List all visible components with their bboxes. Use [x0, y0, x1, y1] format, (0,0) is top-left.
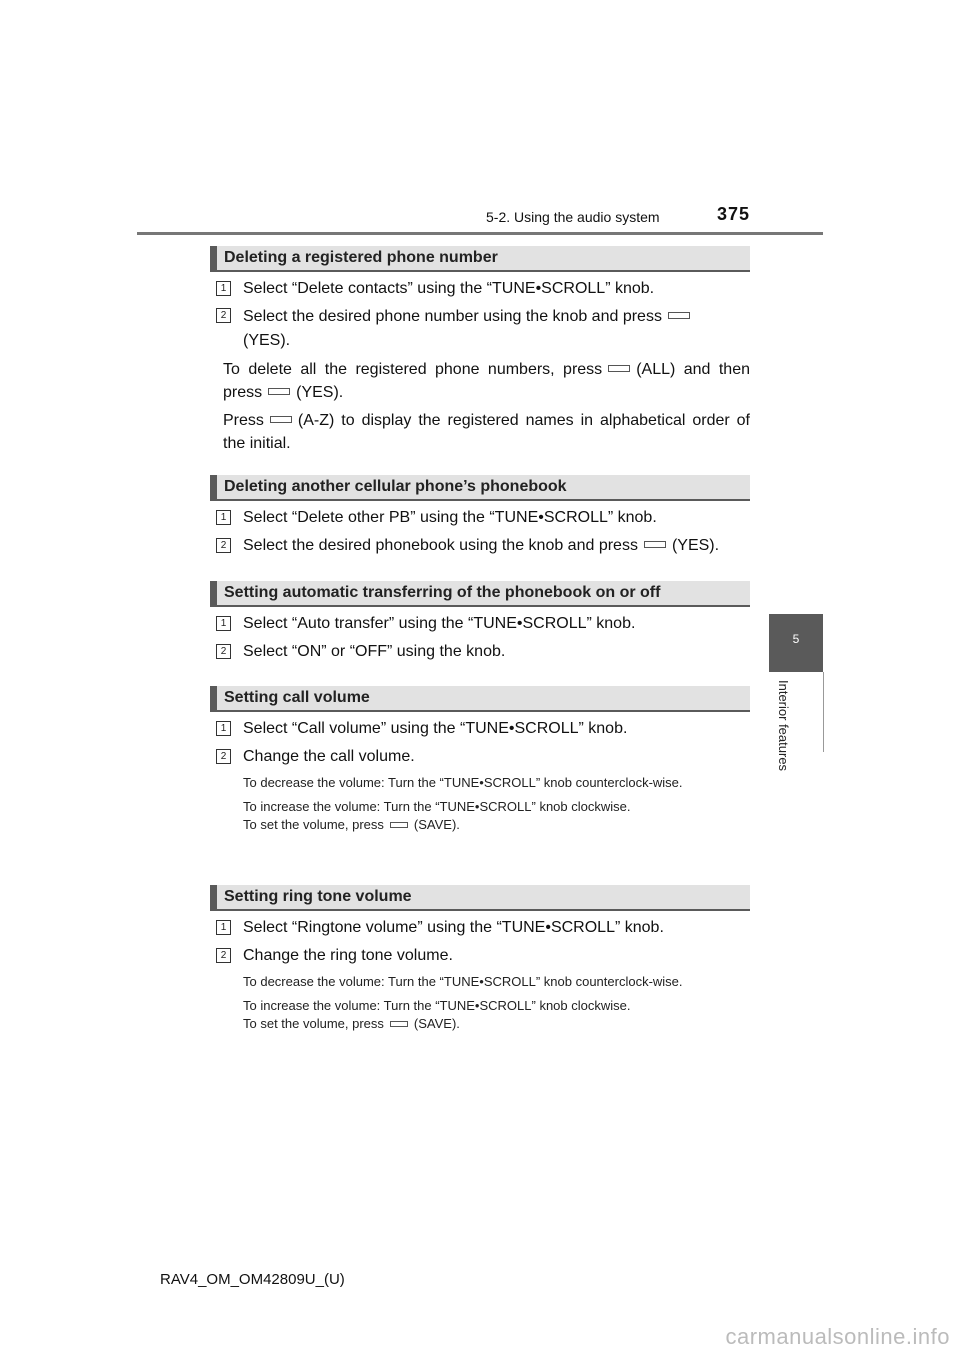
- step-text: Change the ring tone volume.: [243, 947, 453, 964]
- step-1: [210, 613, 750, 635]
- section-call-volume: [210, 686, 750, 834]
- document-code: RAV4_OM_OM42809U_(U): [160, 1271, 345, 1288]
- step-number: 1: [216, 510, 231, 525]
- step-text-part: (YES).: [671, 537, 720, 554]
- step-text: Select “Call volume” using the “TUNE•SCROLL” knob.: [243, 720, 628, 737]
- section-header: [210, 581, 750, 607]
- chapter-number: 5: [792, 632, 800, 646]
- section-header: [210, 475, 750, 501]
- chapter-side-label: [770, 680, 800, 785]
- step-1: [210, 718, 750, 740]
- note-text: To delete all the registered phone numbers, press: [223, 361, 603, 378]
- step-text: Select “Delete contacts” using the “TUNE•SCROLL” knob.: [243, 280, 655, 297]
- step-number: 2: [216, 538, 231, 553]
- step-text: Select “Delete other PB” using the “TUNE•SCROLL” knob.: [243, 509, 657, 526]
- step-text: Select “Ringtone volume” using the “TUNE•SCROLL” knob.: [243, 919, 664, 936]
- note-text: Press: [223, 412, 264, 429]
- step-2: [210, 746, 750, 768]
- step-number: 1: [216, 721, 231, 736]
- volume-increase-note: To increase the volume: Turn the “TUNE•SCROLL” knob clockwise.: [243, 998, 631, 1013]
- section-header: [210, 686, 750, 712]
- section-header: [210, 885, 750, 911]
- yes-button-icon: [268, 388, 290, 395]
- save-button-icon: [390, 822, 408, 828]
- watermark: carmanualsonline.info: [725, 1324, 950, 1349]
- section-ringtone-volume: [210, 885, 750, 1033]
- step-2: [210, 535, 750, 557]
- step-text: [243, 305, 750, 353]
- section-auto-transfer: [210, 581, 750, 663]
- yes-button-icon: [668, 312, 690, 319]
- section-delete-other-phonebook: [210, 475, 750, 557]
- note-text: (SAVE).: [413, 1016, 460, 1031]
- step-number: 2: [216, 644, 231, 659]
- note-alphabetical: [223, 409, 750, 455]
- header-section-title: 5-2. Using the audio system: [486, 209, 660, 225]
- step-number: 2: [216, 749, 231, 764]
- save-button-icon: [390, 1021, 408, 1027]
- yes-button-icon: [644, 541, 666, 548]
- step-text: [243, 535, 750, 557]
- note-text: (A-Z) to display the registered names in alphabetical order of the initial.: [223, 412, 750, 452]
- all-button-icon: [608, 365, 630, 372]
- a-z-button-icon: [270, 416, 292, 423]
- step-1: [210, 917, 750, 939]
- note-text: (YES).: [296, 384, 344, 401]
- step-1: [210, 507, 750, 529]
- section-delete-phone-number: [210, 246, 750, 455]
- note-text: (SAVE).: [413, 817, 460, 832]
- step-1: [210, 278, 750, 300]
- header-rule: [137, 232, 823, 235]
- step-2: [210, 641, 750, 663]
- step-number: 1: [216, 281, 231, 296]
- section-title: Deleting another cellular phone’s phonebook: [224, 478, 567, 495]
- step-text-part: Select the desired phone number using the knob and press: [243, 308, 662, 325]
- step-number: 1: [216, 616, 231, 631]
- section-title: Setting call volume: [224, 689, 370, 706]
- section-title: Setting automatic transferring of the phonebook on or off: [224, 584, 661, 601]
- volume-save-note: [243, 1015, 750, 1033]
- step-text-part: (YES).: [243, 332, 291, 349]
- volume-decrease-note: To decrease the volume: Turn the “TUNE•SCROLL” knob counterclock-wise.: [243, 775, 683, 790]
- volume-save-note: [243, 816, 750, 834]
- section-title: Setting ring tone volume: [224, 888, 412, 905]
- step-number: 2: [216, 948, 231, 963]
- step-2: [210, 305, 750, 353]
- step-text: Select “ON” or “OFF” using the knob.: [243, 643, 506, 660]
- note-text: To set the volume, press: [243, 817, 384, 832]
- step-text: Change the call volume.: [243, 748, 415, 765]
- step-number: 2: [216, 308, 231, 323]
- note-text: (ALL) and then press: [223, 361, 750, 401]
- chapter-label: Interior features: [776, 680, 791, 772]
- page-number: 375: [717, 204, 751, 224]
- section-title: Deleting a registered phone number: [224, 249, 498, 266]
- step-text: Select “Auto transfer” using the “TUNE•SCROLL” knob.: [243, 615, 636, 632]
- note-delete-all: [223, 358, 750, 404]
- note-text: To set the volume, press: [243, 1016, 384, 1031]
- section-header: [210, 246, 750, 272]
- chapter-tab: [769, 614, 823, 672]
- tab-divider: [823, 672, 824, 752]
- volume-decrease-note: To decrease the volume: Turn the “TUNE•SCROLL” knob counterclock-wise.: [243, 974, 683, 989]
- step-number: 1: [216, 920, 231, 935]
- step-text-part: Select the desired phonebook using the knob and press: [243, 537, 638, 554]
- step-2: [210, 945, 750, 967]
- volume-increase-note: To increase the volume: Turn the “TUNE•SCROLL” knob clockwise.: [243, 799, 631, 814]
